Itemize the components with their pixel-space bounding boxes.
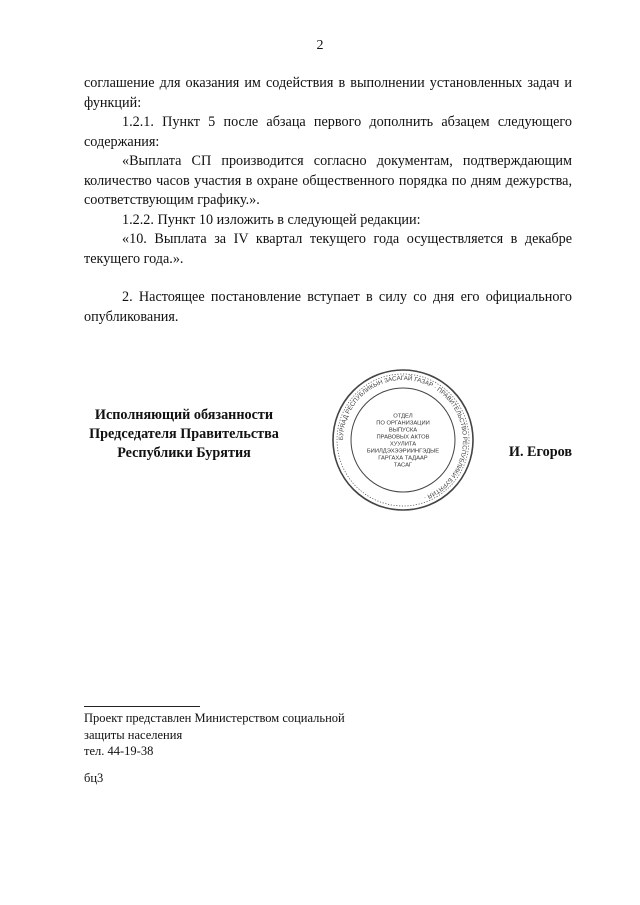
seal-ring-text: БУРЯАД РЕСПУБЛИКЫН ЗАСАГАЙ ГАЗАР · ПРАВИТЕЛЬСТВО РЕСПУБЛИКИ БУРЯТИЯ · — [337, 374, 469, 502]
paragraph-item-1-2-2: 1.2.2. Пункт 10 изложить в следующей редакции: — [122, 211, 421, 228]
seal-center-line: ХУУЛИТА — [389, 441, 417, 448]
document-body — [84, 74, 572, 327]
document-code: бц3 — [84, 770, 104, 785]
paragraph-quote-q4: «10. Выплата за IV квартал текущего года осуществляется в декабре текущего года.». — [84, 231, 572, 267]
seal-center-line: ВЫПУСКА — [388, 427, 418, 434]
paragraph-quote-payment: «Выплата СП производится согласно документам, подтверждающим количество часов участия в охране общественного порядка по дням дежурства, соответствующим графику.». — [84, 153, 572, 208]
seal-center-line: БИИЛДЭХЭЭРИИНГЭДЫЕ — [366, 448, 440, 455]
signature-title-line: Исполняющий обязанности — [94, 407, 274, 423]
page-number: 2 — [316, 38, 324, 53]
footnote-line: защиты населения — [84, 727, 183, 742]
signature-title-line: Республики Бурятия — [117, 445, 251, 461]
seal-center-line: ПО ОРГАНИЗАЦИИ — [376, 420, 430, 427]
signer-name: И. Егоров — [508, 444, 572, 460]
footnote-line: Проект представлен Министерством социальной — [84, 711, 345, 725]
paragraph-continuation: соглашение для оказания им содействия в выполнении установленных задач и функций: — [84, 75, 572, 111]
official-seal-stamp — [331, 368, 475, 512]
paragraph-item-1-2-1: 1.2.1. Пункт 5 после абзаца первого дополнить абзацем следующего содержания: — [84, 114, 572, 150]
footnote — [84, 710, 345, 786]
seal-center-line: ТАСАГ — [393, 462, 413, 469]
signature-title — [84, 406, 284, 463]
seal-center-line: ОТДЕЛ — [393, 413, 413, 420]
paragraph-effective-date: 2. Настоящее постановление вступает в силу со дня его официального опубликования. — [84, 289, 572, 325]
footnote-phone: тел. 44-19-38 — [84, 744, 154, 758]
seal-center-line: ГАРГАХА ТАДААР — [378, 455, 428, 462]
seal-center-line: ПРАВОВЫХ АКТОВ — [376, 434, 430, 441]
footnote-divider — [84, 706, 200, 707]
seal-center-text — [367, 414, 439, 469]
signature-title-line: Председателя Правительства — [89, 426, 279, 442]
